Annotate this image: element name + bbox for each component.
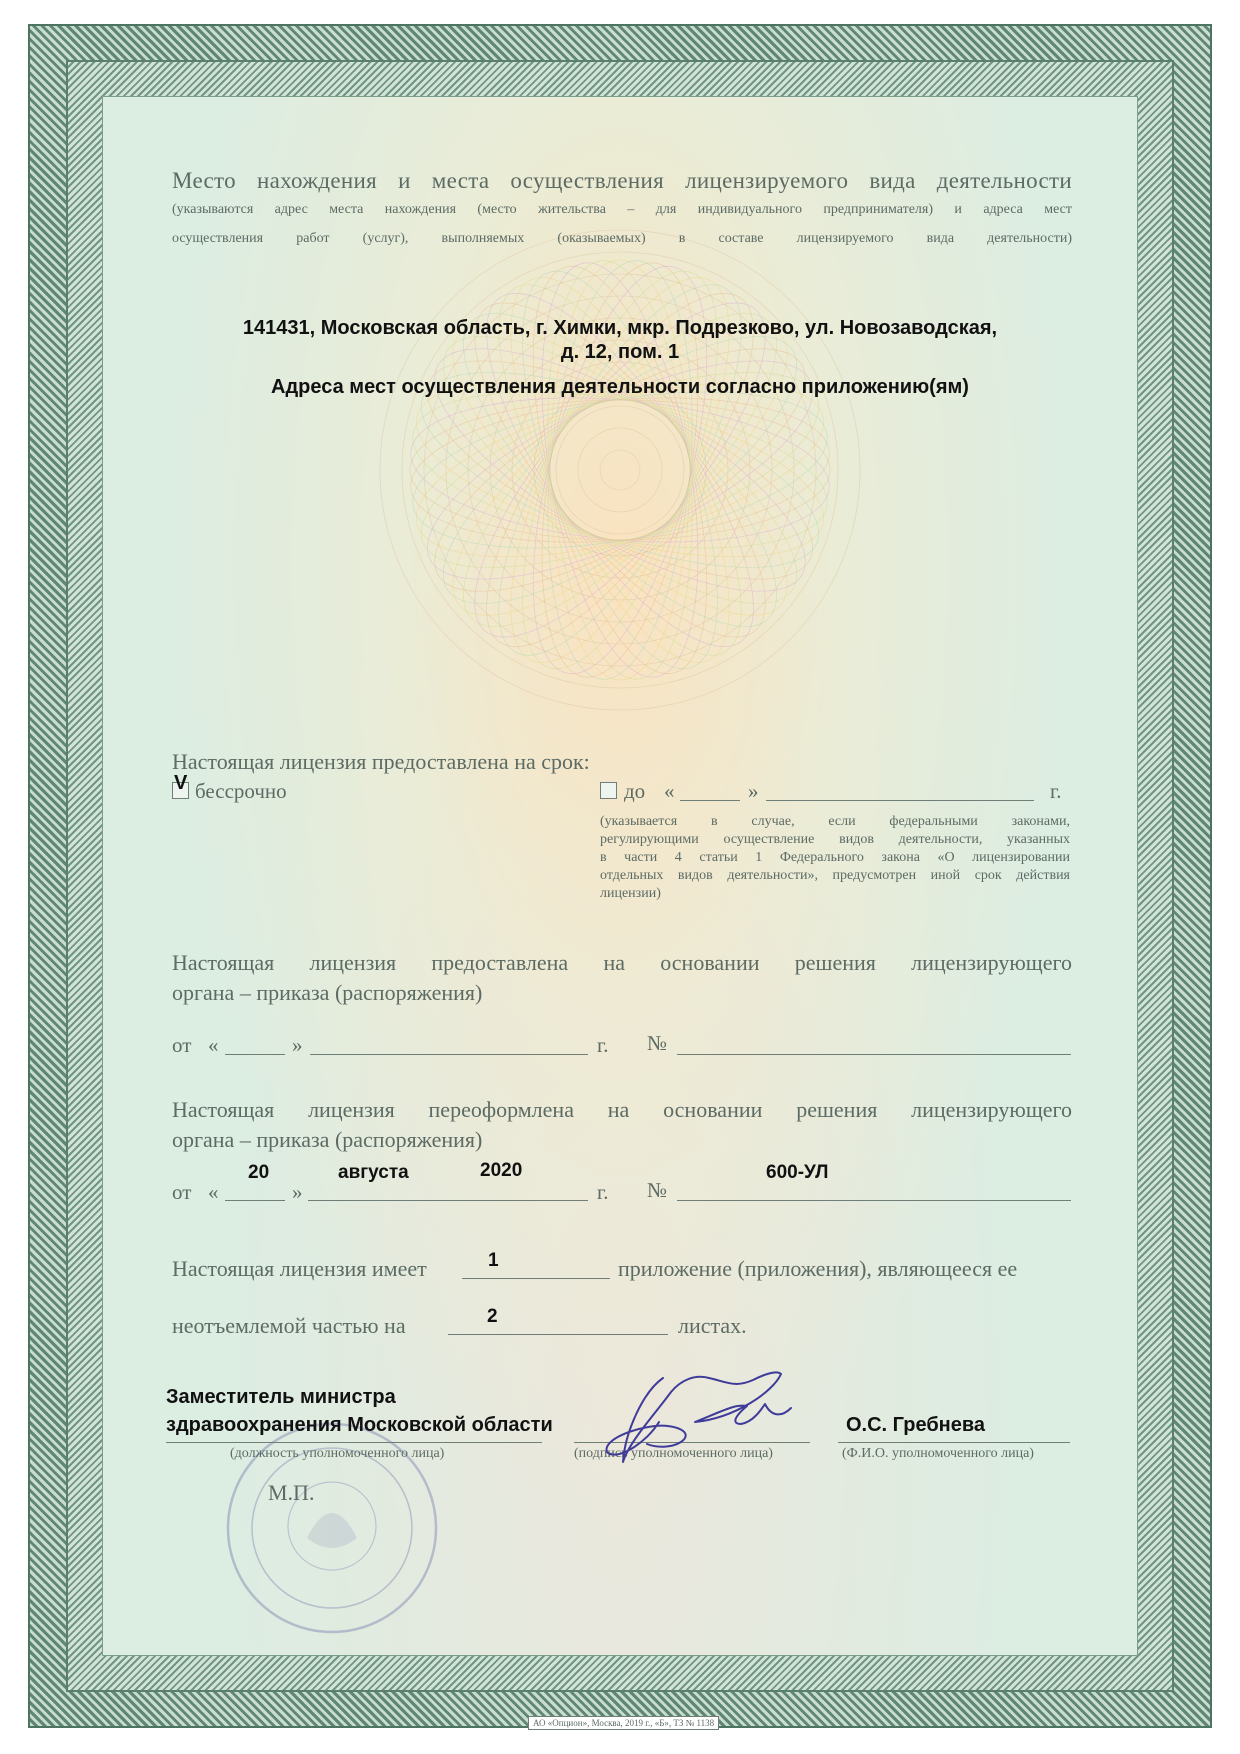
reissued-number: 600-УЛ [766, 1162, 829, 1183]
reissued-month: августа [338, 1162, 409, 1183]
section-title: Место нахождения и места осуществления лицензируемого вида деятельности [172, 168, 1072, 193]
term-note-line-1: (указывается в случае, если федеральными законами, [600, 814, 1070, 829]
term-note-line-3: в части 4 статьи 1 Федерального закона «О лицензировании [600, 850, 1070, 865]
address-line-3: Адреса мест осуществления деятельности согласно приложению(ям) [271, 376, 969, 398]
until-checkbox [600, 782, 617, 799]
until-year-suffix: г. [1050, 779, 1062, 803]
sheets-count: 2 [487, 1306, 498, 1327]
address-line-2: д. 12, пом. 1 [560, 341, 680, 363]
granted-open-quote: « [208, 1033, 219, 1057]
reissued-number-line [677, 1200, 1071, 1201]
appendix-count-line [462, 1278, 610, 1279]
appendix-suffix: приложение (приложения), являющееся ее [618, 1256, 1018, 1281]
reissued-number-sign: № [647, 1178, 668, 1202]
granted-number-sign: № [647, 1031, 668, 1055]
granted-line-1: Настоящая лицензия предоставлена на основании решения лицензирующего [172, 950, 1072, 975]
until-month-line [766, 800, 1034, 801]
until-close-quote: » [748, 779, 759, 803]
reissued-open-quote: « [208, 1180, 219, 1204]
term-note-line-4: отдельных видов деятельности», предусмотрен иной срок действия [600, 868, 1070, 883]
indefinite-checkmark: V [174, 772, 188, 794]
position-caption: (должность уполномоченного лица) [230, 1446, 445, 1461]
term-note-line-2: регулирующими осуществление видов деятельности, указанных [600, 832, 1070, 847]
seal-placeholder-label: М.П. [268, 1480, 315, 1505]
reissued-line-1: Настоящая лицензия переоформлена на основании решения лицензирующего [172, 1097, 1072, 1122]
appendix-count: 1 [488, 1250, 499, 1271]
granted-number-line [677, 1054, 1071, 1055]
position-line [166, 1442, 542, 1443]
granted-line-2: органа – приказа (распоряжения) [172, 980, 483, 1005]
term-label: Настоящая лицензия предоставлена на срок: [172, 749, 590, 774]
indefinite-label: бессрочно [195, 779, 287, 803]
reissued-from-label: от [172, 1180, 192, 1204]
until-open-quote: « [664, 779, 675, 803]
reissued-day: 20 [248, 1162, 270, 1183]
granted-date-line [310, 1054, 588, 1055]
section-note-line-1: (указываются адрес места нахождения (место жительства – для индивидуального предпринимателя) и адреса мест [172, 202, 1072, 217]
reissued-date-line [308, 1200, 588, 1201]
granted-close-quote: » [292, 1033, 303, 1057]
appendix-prefix: Настоящая лицензия имеет [172, 1256, 427, 1281]
reissued-day-line [225, 1200, 285, 1201]
until-label: до [624, 779, 646, 803]
reissued-line-2: органа – приказа (распоряжения) [172, 1127, 483, 1152]
sheets-suffix: листах. [678, 1313, 747, 1338]
granted-year-suffix: г. [597, 1033, 609, 1057]
printer-imprint: АО «Опцион», Москва, 2019 г., «Б», ТЗ № 1138 [528, 1716, 719, 1730]
term-note-line-5: лицензии) [600, 886, 661, 901]
sheets-count-line [448, 1334, 668, 1335]
reissued-close-quote: » [292, 1180, 303, 1204]
reissued-year-suffix: г. [597, 1180, 609, 1204]
handwritten-signature [585, 1352, 805, 1482]
until-day-line [680, 800, 740, 801]
section-note-line-2: осуществления работ (услуг), выполняемых (оказываемых) в составе лицензируемого вида деятельности) [172, 231, 1072, 246]
address-line-1: 141431, Московская область, г. Химки, мкр. Подрезково, ул. Новозаводская, [242, 317, 998, 339]
granted-day-line [225, 1054, 285, 1055]
signature-caption: (подпись уполномоченного лица) [574, 1446, 773, 1461]
reissued-year: 2020 [480, 1160, 523, 1181]
sheets-prefix: неотъемлемой частью на [172, 1313, 406, 1338]
name-caption: (Ф.И.О. уполномоченного лица) [842, 1446, 1034, 1461]
granted-from-label: от [172, 1033, 192, 1057]
signatory-position-line-1: Заместитель министра [166, 1386, 396, 1408]
name-line [838, 1442, 1070, 1443]
signatory-position-line-2: здравоохранения Московской области [166, 1414, 553, 1436]
signatory-name: О.С. Гребнева [846, 1414, 986, 1436]
